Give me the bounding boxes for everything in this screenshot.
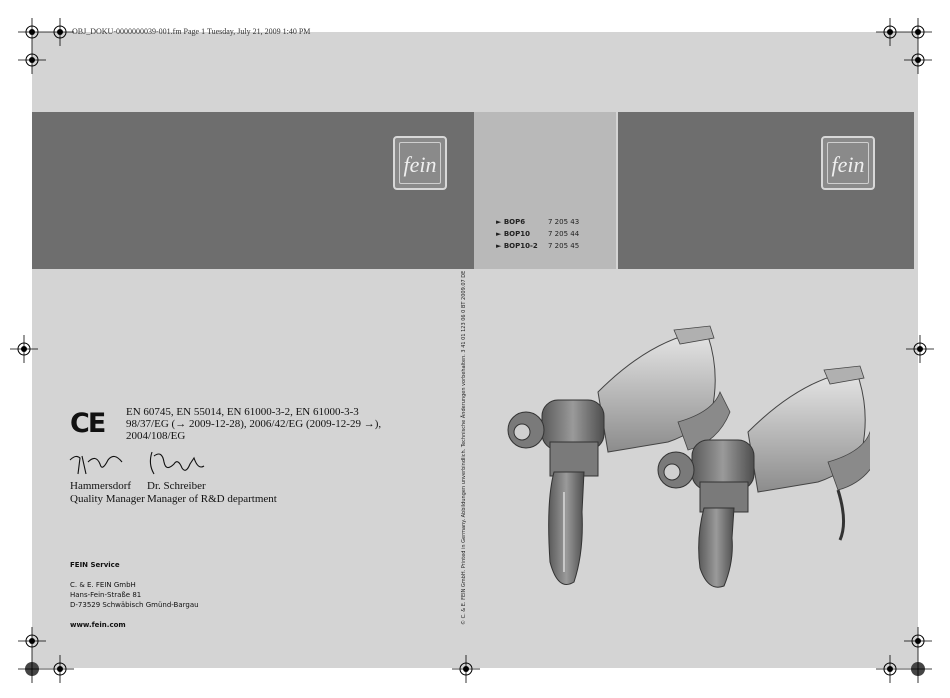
registration-mark-right-lower bbox=[904, 627, 932, 655]
model-number: 7 205 45 bbox=[548, 242, 580, 250]
model-number: 7 205 43 bbox=[548, 218, 580, 226]
registration-mark-top-left-2 bbox=[46, 18, 74, 46]
service-address: FEIN Service C. & E. FEIN GmbH Hans-Fein-Straße 81 D-73529 Schwäbisch Gmünd-Bargau www.fein.com bbox=[70, 561, 199, 629]
model-row bbox=[496, 240, 579, 252]
registration-mark-top-right-2 bbox=[876, 18, 904, 46]
signatory-hammersdorf: Hammersdorf Quality Manager bbox=[70, 480, 145, 505]
model-number: 7 205 44 bbox=[548, 230, 580, 238]
registration-mark-top-left bbox=[18, 18, 46, 46]
model-row bbox=[496, 216, 579, 228]
standards-text: EN 60745, EN 55014, EN 61000-3-2, EN 61000-3-3 98/37/EG (→ 2009-12-28), 2006/42/EG (2009-12-29 →), 2004/108/EG bbox=[126, 406, 382, 442]
registration-mark-left-upper bbox=[18, 46, 46, 74]
signatory-schreiber: Dr. Schreiber Manager of R&D department bbox=[147, 480, 277, 505]
file-header-note: OBJ_DOKU-0000000039-001.fm Page 1 Tuesday, July 21, 2009 1:40 PM bbox=[72, 27, 311, 36]
registration-mark-left-middle bbox=[10, 335, 38, 363]
registration-mark-right-upper bbox=[904, 46, 932, 74]
copyright-vertical: © C. & E. FEIN GmbH. Printed in Germany. Abbildungen unverbindlich. Technische Änderungen vorbehalten. 3 41 01 123 06 0 BT 2009.07 DE bbox=[461, 270, 467, 625]
registration-mark-right-middle bbox=[906, 335, 934, 363]
fein-logo-back: fein bbox=[393, 136, 447, 190]
model-row bbox=[496, 228, 579, 240]
model-name: ► BOP6 bbox=[496, 218, 526, 226]
drill-illustration bbox=[498, 322, 870, 602]
registration-mark-left-lower bbox=[18, 627, 46, 655]
registration-mark-bottom-center bbox=[452, 655, 480, 683]
signature-hammersdorf bbox=[66, 450, 128, 478]
signature-schreiber bbox=[144, 448, 210, 478]
registration-mark-bottom-right bbox=[904, 655, 932, 683]
model-name: ► BOP10 bbox=[496, 230, 530, 238]
ce-mark: CE bbox=[70, 408, 105, 439]
registration-mark-bottom-right-2 bbox=[876, 655, 904, 683]
model-name: ► BOP10-2 bbox=[496, 242, 538, 250]
fein-logo-front: fein bbox=[821, 136, 875, 190]
registration-mark-top-right bbox=[904, 18, 932, 46]
registration-mark-bottom-left bbox=[18, 655, 46, 683]
model-list bbox=[496, 216, 579, 252]
website-link: www.fein.com bbox=[70, 621, 126, 629]
registration-mark-bottom-left-2 bbox=[46, 655, 74, 683]
